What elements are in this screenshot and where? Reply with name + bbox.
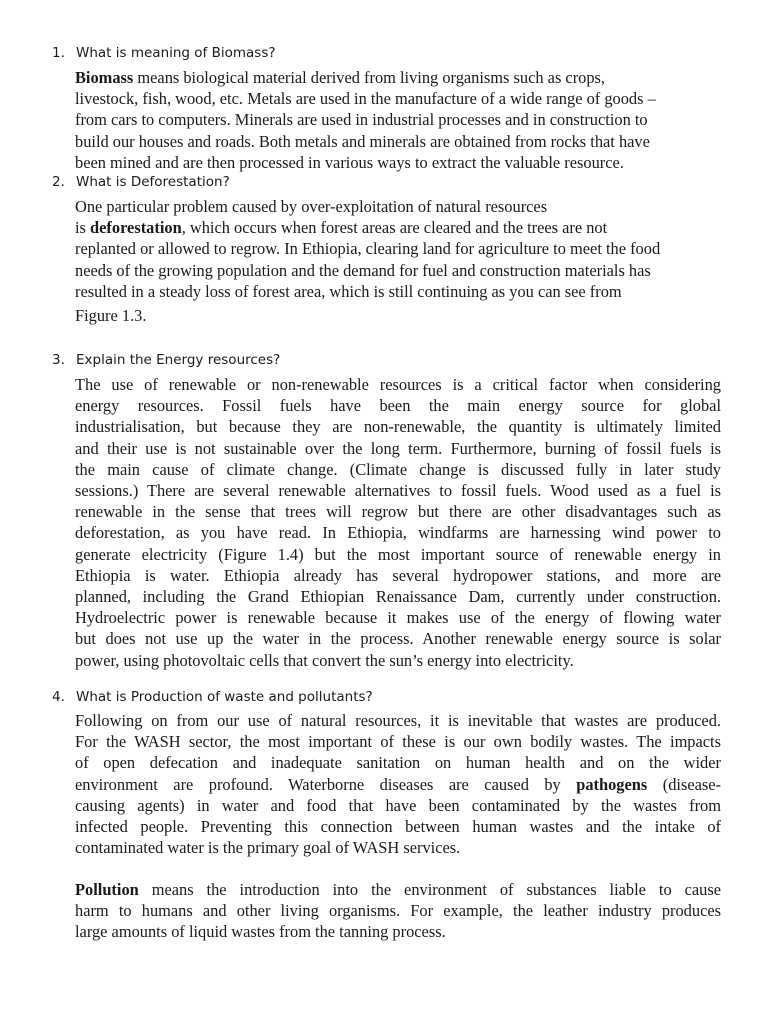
question-3-heading bbox=[52, 351, 280, 369]
question-4-title: What is Production of waste and pollutants? bbox=[76, 689, 373, 705]
answer-4-paragraph-1: Following on from our use of natural resources, it is inevitable that wastes are produced. For the WASH sector, the most important of these is our own bodily wastes. The impacts of open defecation and inadequate sanitation on human health and on the wider environment are profound. Waterborne diseases are caused by pathogens (disease- causing agents) in water and food that have been contaminated by the wastes from infected people. Preventing this connection between human wastes and the intake of contaminated water is the primary goal of WASH services. bbox=[75, 711, 721, 858]
question-2-heading bbox=[52, 173, 230, 191]
answer-3-paragraph: The use of renewable or non-renewable resources is a critical factor when considering energy resources. Fossil fuels have been the main energy source for global industrialisation, but because they are non-renewable, the quantity is ultimately limited and their use is not sustainable over the long term. Furthermore, burning of fossil fuels is the main cause of climate change. (Climate change is discussed fully in later study sessions.) There are several renewable alternatives to fossil fuels. Wood used as a fuel is renewable in the sense that trees will regrow but there are other disadvantages such as deforestation, as you have read. In Ethiopia, windfarms are harnessing wind power to generate electricity (Figure 1.4) but the most important source of renewable energy in Ethiopia is water. Ethiopia already has several hydropower stations, and more are planned, including the Grand Ethiopian Renaissance Dam, currently under construction. Hydroelectric power is renewable because it makes use of the energy of flowing water but does not use up the water in the process. Another renewable energy source is solar power, using photovoltaic cells that convert the sun’s energy into electricity. bbox=[75, 375, 721, 670]
term-pathogens: pathogens bbox=[576, 774, 648, 794]
answer-1-paragraph: Biomass means biological material derived from living organisms such as crops, livestock, fish, wood, etc. Metals are used in the manufacture of a wide range of goods – from cars to computers. Minerals are used in industrial processes and in construction to build our houses and roads. Both metals and minerals are obtained from rocks that have been mined and are then processed in various ways to extract the valuable resource. bbox=[75, 68, 656, 172]
question-1-title: What is meaning of Biomass? bbox=[76, 45, 276, 61]
term-biomass: Biomass bbox=[75, 68, 134, 87]
figure-reference: Figure 1.3. bbox=[75, 306, 147, 325]
question-3-number: 3. bbox=[52, 352, 65, 368]
question-2-title: What is Deforestation? bbox=[76, 174, 230, 190]
question-4-heading bbox=[52, 688, 373, 706]
answer-2-paragraph: One particular problem caused by over-exploitation of natural resources is deforestation, which occurs when forest areas are cleared and the trees are not replanted or allowed to regrow. In Ethiopia, clearing land for agriculture to meet the food needs of the growing population and the demand for fuel and construction materials has resulted in a steady loss of forest area, which is still continuing as you can see from bbox=[75, 197, 661, 301]
question-2-number: 2. bbox=[52, 174, 65, 190]
question-3-title: Explain the Energy resources? bbox=[76, 352, 281, 368]
term-deforestation: deforestation bbox=[90, 218, 182, 238]
question-1-heading bbox=[52, 44, 276, 62]
question-1-number: 1. bbox=[52, 45, 65, 61]
question-4-number: 4. bbox=[52, 689, 65, 705]
term-pollution: Pollution bbox=[75, 880, 139, 899]
answer-4-paragraph-2: Pollution means the introduction into the environment of substances liable to cause harm to humans and other living organisms. For example, the leather industry produces large amounts of liquid wastes from the tanning process. bbox=[75, 880, 721, 942]
